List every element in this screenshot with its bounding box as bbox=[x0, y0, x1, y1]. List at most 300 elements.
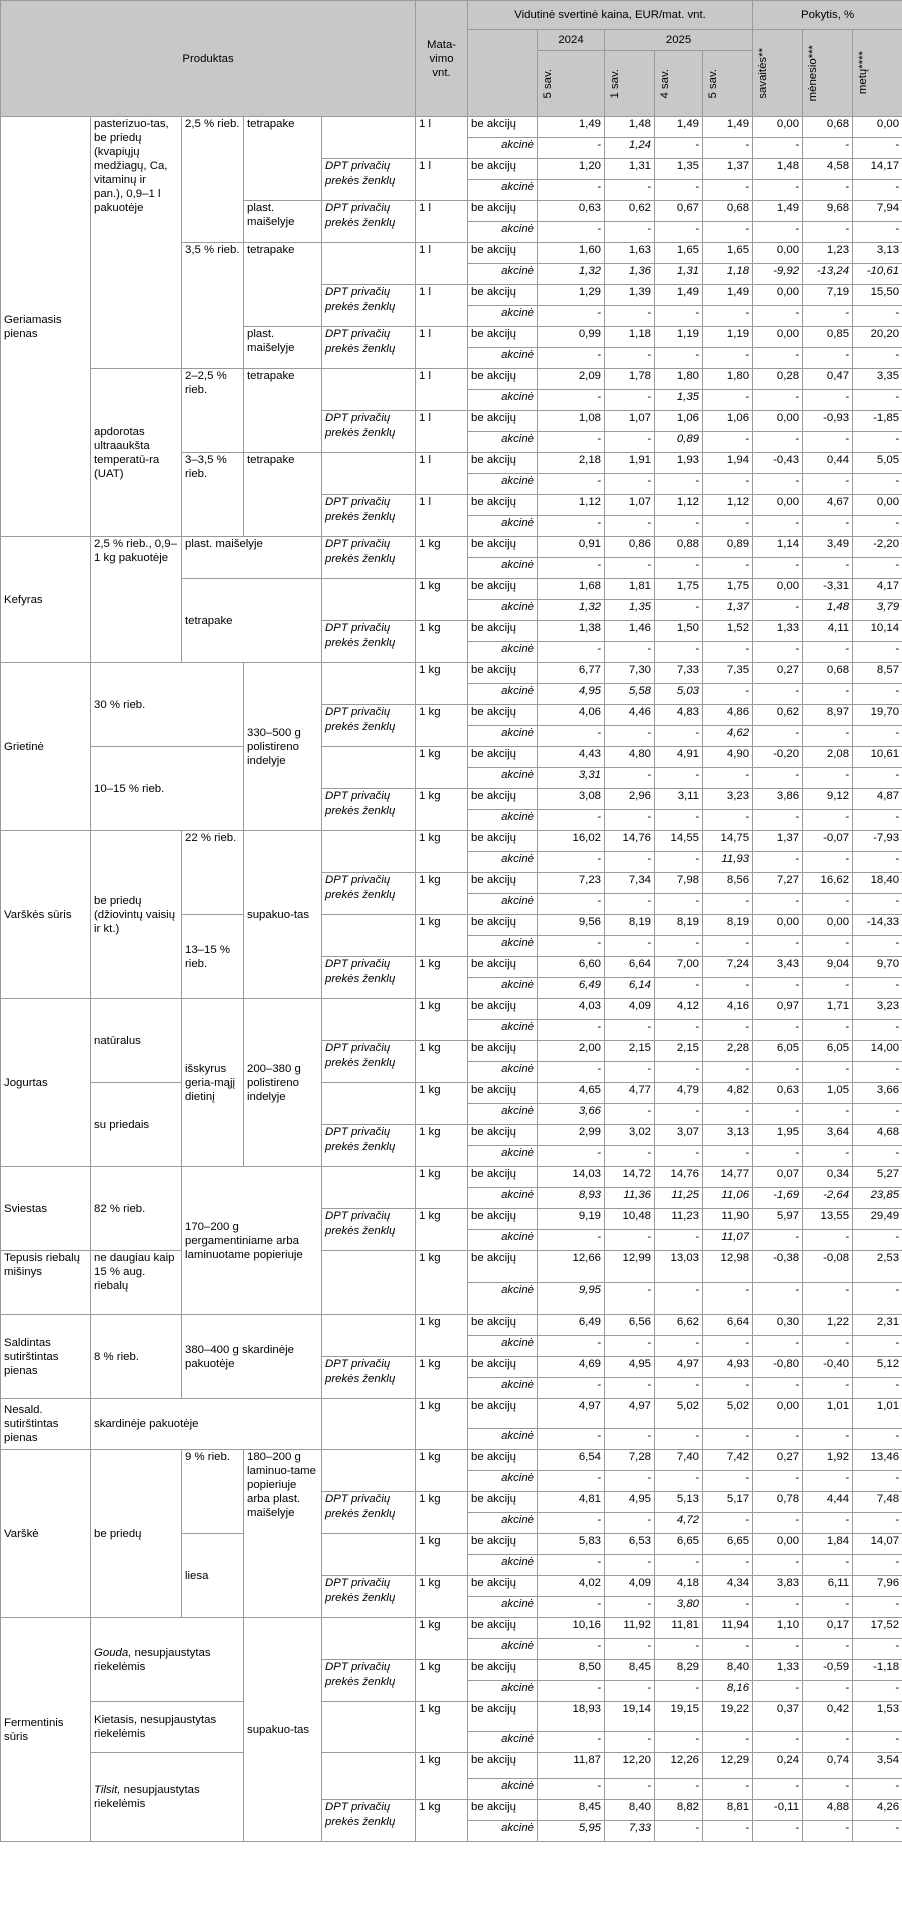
header-week-2024-5: 5 sav. bbox=[538, 51, 605, 117]
change-cell: - bbox=[803, 1732, 853, 1753]
price-cell: - bbox=[605, 180, 655, 201]
price-cell: 4,65 bbox=[538, 1083, 605, 1104]
be-akciju-label: be akcijų bbox=[468, 201, 538, 222]
product-label: 30 % rieb. bbox=[91, 663, 244, 747]
change-cell: 0,00 bbox=[753, 579, 803, 600]
change-cell: 17,52 bbox=[853, 1618, 902, 1639]
price-cell: 5,83 bbox=[538, 1534, 605, 1555]
change-cell: - bbox=[853, 936, 902, 957]
change-cell: 4,44 bbox=[803, 1492, 853, 1513]
change-cell: - bbox=[853, 222, 902, 243]
price-cell: 7,33 bbox=[605, 1821, 655, 1842]
price-cell: 14,76 bbox=[655, 1167, 703, 1188]
akcine-label: akcinė bbox=[468, 1378, 538, 1399]
unit-cell: 1 kg bbox=[416, 1492, 468, 1534]
price-cell: - bbox=[538, 180, 605, 201]
price-cell: - bbox=[538, 894, 605, 915]
empty-cell bbox=[322, 579, 416, 621]
change-cell: 9,04 bbox=[803, 957, 853, 978]
product-label: 2,5 % rieb. bbox=[182, 117, 244, 243]
be-akciju-label: be akcijų bbox=[468, 1399, 538, 1429]
product-label: Varškė bbox=[1, 1450, 91, 1618]
akcine-label: akcinė bbox=[468, 978, 538, 999]
price-cell: - bbox=[538, 474, 605, 495]
price-cell: 1,12 bbox=[655, 495, 703, 516]
price-cell: 5,17 bbox=[703, 1492, 753, 1513]
empty-cell bbox=[322, 243, 416, 285]
change-cell: - bbox=[853, 642, 902, 663]
tilsit-desc: nesupjaustytas riekelėmis bbox=[94, 1784, 200, 1810]
product-label: tetrapake bbox=[244, 243, 322, 327]
price-cell: 6,60 bbox=[538, 957, 605, 978]
price-cell: 7,35 bbox=[703, 663, 753, 684]
price-cell: 7,28 bbox=[605, 1450, 655, 1471]
price-cell: 11,87 bbox=[538, 1753, 605, 1779]
dpt-label: DPT privačių prekės ženklų bbox=[322, 537, 416, 579]
price-cell: 1,49 bbox=[655, 285, 703, 306]
change-cell: - bbox=[803, 726, 853, 747]
change-cell: 1,01 bbox=[803, 1399, 853, 1429]
akcine-label: akcinė bbox=[468, 474, 538, 495]
unit-cell: 1 kg bbox=[416, 1534, 468, 1576]
change-cell: 4,87 bbox=[853, 789, 902, 810]
be-akciju-label: be akcijų bbox=[468, 747, 538, 768]
be-akciju-label: be akcijų bbox=[468, 663, 538, 684]
dpt-label: DPT privačių prekės ženklų bbox=[322, 159, 416, 201]
price-cell: - bbox=[703, 1732, 753, 1753]
be-akciju-label: be akcijų bbox=[468, 999, 538, 1020]
unit-cell: 1 kg bbox=[416, 1753, 468, 1800]
price-cell: 12,26 bbox=[655, 1753, 703, 1779]
unit-cell: 1 l bbox=[416, 327, 468, 369]
unit-cell: 1 kg bbox=[416, 873, 468, 915]
price-cell: 0,63 bbox=[538, 201, 605, 222]
be-akciju-label: be akcijų bbox=[468, 1315, 538, 1336]
change-cell: 14,17 bbox=[853, 159, 902, 180]
gouda-desc: nesupjaustytas riekelėmis bbox=[94, 1646, 211, 1673]
akcine-label: akcinė bbox=[468, 222, 538, 243]
change-cell: -0,59 bbox=[803, 1660, 853, 1681]
change-cell: - bbox=[753, 1062, 803, 1083]
change-cell: - bbox=[853, 1104, 902, 1125]
price-cell: 13,03 bbox=[655, 1251, 703, 1283]
price-cell: - bbox=[538, 1230, 605, 1251]
akcine-label: akcinė bbox=[468, 1555, 538, 1576]
change-cell: - bbox=[853, 1283, 902, 1315]
price-cell: 4,62 bbox=[703, 726, 753, 747]
change-cell: - bbox=[803, 1639, 853, 1660]
price-cell: 6,53 bbox=[605, 1534, 655, 1555]
change-cell: - bbox=[753, 474, 803, 495]
product-label: 3–3,5 % rieb. bbox=[182, 453, 244, 537]
price-cell: - bbox=[655, 768, 703, 789]
price-cell: - bbox=[703, 684, 753, 705]
price-cell: 1,39 bbox=[605, 285, 655, 306]
price-cell: - bbox=[605, 1779, 655, 1800]
change-cell: - bbox=[753, 1104, 803, 1125]
unit-cell: 1 kg bbox=[416, 537, 468, 579]
change-cell: 1,71 bbox=[803, 999, 853, 1020]
price-cell: 11,94 bbox=[703, 1618, 753, 1639]
price-cell: 11,81 bbox=[655, 1618, 703, 1639]
price-cell: 1,68 bbox=[538, 579, 605, 600]
change-cell: - bbox=[803, 222, 853, 243]
header-blank bbox=[468, 30, 538, 117]
dpt-label: DPT privačių prekės ženklų bbox=[322, 1660, 416, 1702]
price-cell: 12,98 bbox=[703, 1251, 753, 1283]
change-cell: 6,05 bbox=[803, 1041, 853, 1062]
price-cell: 2,96 bbox=[605, 789, 655, 810]
price-cell: 2,09 bbox=[538, 369, 605, 390]
change-cell: 3,13 bbox=[853, 243, 902, 264]
change-cell: - bbox=[803, 1062, 853, 1083]
change-cell: - bbox=[803, 306, 853, 327]
price-cell: 14,55 bbox=[655, 831, 703, 852]
dpt-label: DPT privačių prekės ženklų bbox=[322, 1125, 416, 1167]
change-cell: 0,62 bbox=[753, 705, 803, 726]
empty-cell bbox=[322, 1315, 416, 1357]
unit-cell: 1 kg bbox=[416, 1041, 468, 1083]
change-cell: 6,05 bbox=[753, 1041, 803, 1062]
change-cell: -10,61 bbox=[853, 264, 902, 285]
change-cell: 0,34 bbox=[803, 1167, 853, 1188]
price-cell: - bbox=[655, 1020, 703, 1041]
change-cell: - bbox=[753, 1429, 803, 1450]
unit-cell: 1 kg bbox=[416, 1125, 468, 1167]
change-cell: - bbox=[803, 1146, 853, 1167]
dpt-label: DPT privačių prekės ženklų bbox=[322, 789, 416, 831]
table-row bbox=[1, 1702, 902, 1732]
price-cell: - bbox=[605, 1555, 655, 1576]
product-label: Jogurtas bbox=[1, 999, 91, 1167]
empty-cell bbox=[322, 1753, 416, 1800]
unit-cell: 1 kg bbox=[416, 957, 468, 999]
change-cell: 0,78 bbox=[753, 1492, 803, 1513]
price-cell: 4,95 bbox=[605, 1357, 655, 1378]
price-cell: 19,14 bbox=[605, 1702, 655, 1732]
price-cell: - bbox=[538, 306, 605, 327]
price-cell: - bbox=[538, 1681, 605, 1702]
price-cell: - bbox=[605, 432, 655, 453]
change-cell: - bbox=[853, 1062, 902, 1083]
akcine-label: akcinė bbox=[468, 1597, 538, 1618]
change-cell: 13,46 bbox=[853, 1450, 902, 1471]
be-akciju-label: be akcijų bbox=[468, 243, 538, 264]
price-cell: 11,93 bbox=[703, 852, 753, 873]
change-cell: - bbox=[853, 1639, 902, 1660]
price-cell: - bbox=[655, 1779, 703, 1800]
change-cell: - bbox=[853, 138, 902, 159]
price-cell: 5,58 bbox=[605, 684, 655, 705]
product-label: 380–400 g skardinėje pakuotėje bbox=[182, 1315, 322, 1399]
product-label: skardinėje pakuotėje bbox=[91, 1399, 322, 1450]
tilsit-name: Tilsit, bbox=[94, 1784, 121, 1796]
change-cell: 1,22 bbox=[803, 1315, 853, 1336]
price-cell: - bbox=[538, 642, 605, 663]
change-cell: - bbox=[753, 1471, 803, 1492]
price-cell: 0,88 bbox=[655, 537, 703, 558]
change-cell: 0,00 bbox=[753, 915, 803, 936]
price-cell: - bbox=[703, 390, 753, 411]
price-cell: - bbox=[655, 138, 703, 159]
change-cell: 7,19 bbox=[803, 285, 853, 306]
akcine-label: akcinė bbox=[468, 726, 538, 747]
akcine-label: akcinė bbox=[468, 1732, 538, 1753]
empty-cell bbox=[322, 663, 416, 705]
price-cell: 18,93 bbox=[538, 1702, 605, 1732]
price-cell: 1,12 bbox=[703, 495, 753, 516]
product-label: Geriamasis pienas bbox=[1, 117, 91, 537]
change-cell: -0,43 bbox=[753, 453, 803, 474]
akcine-label: akcinė bbox=[468, 600, 538, 621]
price-cell: 8,29 bbox=[655, 1660, 703, 1681]
be-akciju-label: be akcijų bbox=[468, 1125, 538, 1146]
price-cell: 4,83 bbox=[655, 705, 703, 726]
price-cell: - bbox=[605, 726, 655, 747]
akcine-label: akcinė bbox=[468, 810, 538, 831]
table-row bbox=[1, 747, 902, 768]
price-cell: 6,65 bbox=[703, 1534, 753, 1555]
product-label: 200–380 g polistireno indelyje bbox=[244, 999, 322, 1167]
price-cell: - bbox=[605, 1020, 655, 1041]
change-cell: - bbox=[853, 180, 902, 201]
be-akciju-label: be akcijų bbox=[468, 453, 538, 474]
be-akciju-label: be akcijų bbox=[468, 789, 538, 810]
price-cell: 1,94 bbox=[703, 453, 753, 474]
price-cell: - bbox=[655, 978, 703, 999]
empty-cell bbox=[322, 831, 416, 873]
price-cell: 2,99 bbox=[538, 1125, 605, 1146]
price-cell: 1,32 bbox=[538, 264, 605, 285]
price-cell: 7,30 bbox=[605, 663, 655, 684]
unit-cell: 1 kg bbox=[416, 1576, 468, 1618]
header-savaites: savaitės** bbox=[753, 30, 803, 117]
change-cell: 3,23 bbox=[853, 999, 902, 1020]
gouda-name: Gouda, bbox=[94, 1646, 132, 1659]
change-cell: - bbox=[803, 474, 853, 495]
akcine-label: akcinė bbox=[468, 768, 538, 789]
price-cell: 1,31 bbox=[605, 159, 655, 180]
price-cell: 4,97 bbox=[655, 1357, 703, 1378]
dpt-label: DPT privačių prekės ženklų bbox=[322, 705, 416, 747]
price-cell: - bbox=[605, 1283, 655, 1315]
product-label: be priedų bbox=[91, 1450, 182, 1618]
price-cell: 1,75 bbox=[703, 579, 753, 600]
price-cell: 0,89 bbox=[655, 432, 703, 453]
price-cell: - bbox=[605, 390, 655, 411]
price-cell: - bbox=[538, 390, 605, 411]
change-cell: 15,50 bbox=[853, 285, 902, 306]
product-label: 13–15 % rieb. bbox=[182, 915, 244, 999]
unit-cell: 1 l bbox=[416, 159, 468, 201]
change-cell: - bbox=[803, 936, 853, 957]
price-cell: - bbox=[655, 1104, 703, 1125]
price-cell: 1,63 bbox=[605, 243, 655, 264]
change-cell: - bbox=[803, 768, 853, 789]
change-cell: 6,11 bbox=[803, 1576, 853, 1597]
be-akciju-label: be akcijų bbox=[468, 1702, 538, 1732]
price-cell: 8,40 bbox=[703, 1660, 753, 1681]
header-metu: metų**** bbox=[853, 30, 902, 117]
change-cell: 0,27 bbox=[753, 663, 803, 684]
header-units: Mata- vimo vnt. bbox=[416, 1, 468, 117]
price-cell: 1,18 bbox=[703, 264, 753, 285]
change-cell: - bbox=[803, 516, 853, 537]
price-cell: - bbox=[703, 1555, 753, 1576]
dpt-label: DPT privačių prekės ženklų bbox=[322, 1800, 416, 1842]
unit-cell: 1 kg bbox=[416, 1702, 468, 1753]
change-cell: - bbox=[803, 558, 853, 579]
price-cell: - bbox=[703, 810, 753, 831]
price-cell: 8,19 bbox=[703, 915, 753, 936]
change-cell: - bbox=[853, 1732, 902, 1753]
be-akciju-label: be akcijų bbox=[468, 873, 538, 894]
change-cell: 0,00 bbox=[753, 495, 803, 516]
price-cell: 4,34 bbox=[703, 1576, 753, 1597]
price-cell: - bbox=[538, 432, 605, 453]
price-cell: - bbox=[605, 1732, 655, 1753]
unit-cell: 1 kg bbox=[416, 999, 468, 1041]
change-cell: - bbox=[853, 348, 902, 369]
price-cell: 1,19 bbox=[703, 327, 753, 348]
change-cell: - bbox=[853, 1429, 902, 1450]
change-cell: 3,83 bbox=[753, 1576, 803, 1597]
price-cell: - bbox=[538, 726, 605, 747]
price-cell: 11,06 bbox=[703, 1188, 753, 1209]
price-cell: 2,00 bbox=[538, 1041, 605, 1062]
price-cell: 1,80 bbox=[655, 369, 703, 390]
price-cell: 4,43 bbox=[538, 747, 605, 768]
change-cell: - bbox=[803, 1230, 853, 1251]
change-cell: 1,05 bbox=[803, 1083, 853, 1104]
price-cell: 6,14 bbox=[605, 978, 655, 999]
be-akciju-label: be akcijų bbox=[468, 411, 538, 432]
change-cell: 0,00 bbox=[753, 1534, 803, 1555]
price-cell: 6,65 bbox=[655, 1534, 703, 1555]
price-cell: - bbox=[605, 852, 655, 873]
price-cell: - bbox=[655, 810, 703, 831]
akcine-label: akcinė bbox=[468, 852, 538, 873]
be-akciju-label: be akcijų bbox=[468, 159, 538, 180]
dpt-label: DPT privačių prekės ženklų bbox=[322, 873, 416, 915]
akcine-label: akcinė bbox=[468, 180, 538, 201]
price-cell: 1,12 bbox=[538, 495, 605, 516]
change-cell: - bbox=[753, 894, 803, 915]
change-cell: 3,86 bbox=[753, 789, 803, 810]
unit-cell: 1 kg bbox=[416, 1800, 468, 1842]
price-cell: - bbox=[703, 1821, 753, 1842]
price-cell: - bbox=[605, 642, 655, 663]
change-cell: 20,20 bbox=[853, 327, 902, 348]
price-cell: 1,49 bbox=[703, 117, 753, 138]
price-cell: 1,38 bbox=[538, 621, 605, 642]
change-cell: - bbox=[753, 1555, 803, 1576]
be-akciju-label: be akcijų bbox=[468, 327, 538, 348]
price-cell: 1,60 bbox=[538, 243, 605, 264]
change-cell: 3,66 bbox=[853, 1083, 902, 1104]
price-cell: - bbox=[605, 516, 655, 537]
price-cell: - bbox=[703, 306, 753, 327]
akcine-label: akcinė bbox=[468, 1821, 538, 1842]
price-cell: - bbox=[605, 474, 655, 495]
dpt-label: DPT privačių prekės ženklų bbox=[322, 1576, 416, 1618]
price-cell: 19,15 bbox=[655, 1702, 703, 1732]
price-cell: 1,80 bbox=[703, 369, 753, 390]
price-cell: 8,81 bbox=[703, 1800, 753, 1821]
price-cell: - bbox=[655, 1555, 703, 1576]
change-cell: -1,18 bbox=[853, 1660, 902, 1681]
product-label: Saldintas sutirštintas pienas bbox=[1, 1315, 91, 1399]
price-cell: - bbox=[605, 1230, 655, 1251]
unit-cell: 1 kg bbox=[416, 1209, 468, 1251]
change-cell: - bbox=[803, 684, 853, 705]
unit-cell: 1 kg bbox=[416, 1450, 468, 1492]
change-cell: 0,00 bbox=[753, 327, 803, 348]
price-cell: 1,78 bbox=[605, 369, 655, 390]
akcine-label: akcinė bbox=[468, 306, 538, 327]
akcine-label: akcinė bbox=[468, 558, 538, 579]
empty-cell bbox=[322, 915, 416, 957]
price-cell: 6,49 bbox=[538, 1315, 605, 1336]
be-akciju-label: be akcijų bbox=[468, 1492, 538, 1513]
change-cell: - bbox=[803, 1471, 853, 1492]
price-cell: 6,54 bbox=[538, 1450, 605, 1471]
change-cell: - bbox=[853, 1681, 902, 1702]
change-cell: - bbox=[753, 1779, 803, 1800]
price-cell: 2,15 bbox=[655, 1041, 703, 1062]
be-akciju-label: be akcijų bbox=[468, 915, 538, 936]
change-cell: - bbox=[753, 684, 803, 705]
change-cell: 0,44 bbox=[803, 453, 853, 474]
price-cell: - bbox=[538, 558, 605, 579]
change-cell: - bbox=[753, 726, 803, 747]
change-cell: - bbox=[853, 726, 902, 747]
product-label: plast. maišelyje bbox=[244, 201, 322, 243]
change-cell: - bbox=[753, 1230, 803, 1251]
price-cell: - bbox=[703, 348, 753, 369]
change-cell: - bbox=[853, 1336, 902, 1357]
price-cell: 1,65 bbox=[703, 243, 753, 264]
price-cell: 1,36 bbox=[605, 264, 655, 285]
price-cell: 19,22 bbox=[703, 1702, 753, 1732]
price-cell: - bbox=[703, 558, 753, 579]
price-cell: - bbox=[605, 1597, 655, 1618]
price-cell: 6,64 bbox=[703, 1315, 753, 1336]
change-cell: 0,85 bbox=[803, 327, 853, 348]
change-cell: - bbox=[753, 936, 803, 957]
price-cell: 4,77 bbox=[605, 1083, 655, 1104]
price-cell: - bbox=[655, 726, 703, 747]
price-cell: 1,49 bbox=[703, 285, 753, 306]
dpt-label: DPT privačių prekės ženklų bbox=[322, 411, 416, 453]
price-cell: 7,34 bbox=[605, 873, 655, 894]
change-cell: - bbox=[753, 1020, 803, 1041]
be-akciju-label: be akcijų bbox=[468, 1041, 538, 1062]
change-cell: - bbox=[803, 1821, 853, 1842]
price-cell: 1,24 bbox=[605, 138, 655, 159]
price-cell: 7,98 bbox=[655, 873, 703, 894]
price-cell: 4,97 bbox=[605, 1399, 655, 1429]
price-cell: 14,03 bbox=[538, 1167, 605, 1188]
table-row bbox=[1, 1618, 902, 1639]
change-cell: 7,94 bbox=[853, 201, 902, 222]
price-cell: - bbox=[538, 1555, 605, 1576]
change-cell: - bbox=[753, 1283, 803, 1315]
product-label: 10–15 % rieb. bbox=[91, 747, 244, 831]
change-cell: - bbox=[803, 1513, 853, 1534]
akcine-label: akcinė bbox=[468, 390, 538, 411]
price-cell: 11,90 bbox=[703, 1209, 753, 1230]
